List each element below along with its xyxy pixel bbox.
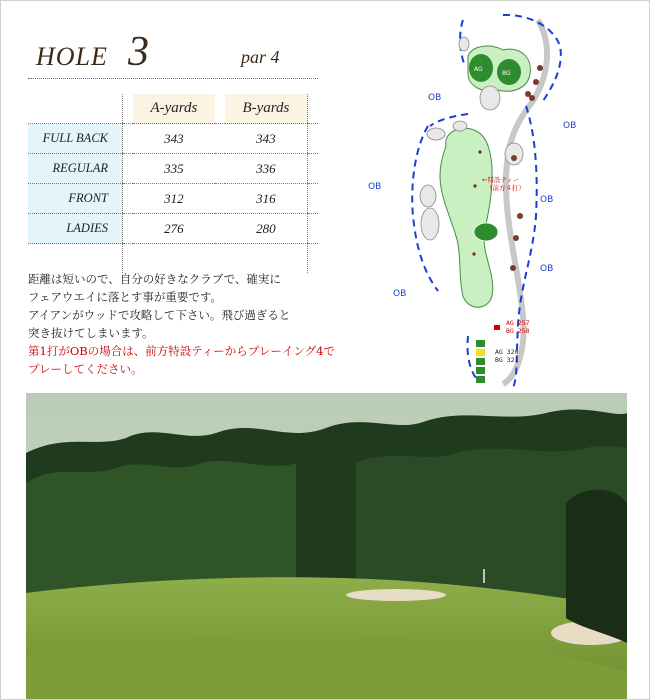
a-yards-value: 343	[133, 124, 215, 154]
table-row	[28, 154, 318, 184]
ob-label: OB	[563, 121, 577, 131]
hole-number: 3	[128, 29, 149, 75]
ob-label: OB	[540, 264, 554, 274]
title-divider	[28, 78, 318, 79]
ob-warning-line: 第1打がOBの場合は、前方特設ティーからプレーイング4で	[28, 344, 335, 358]
ob-label: OB	[393, 289, 407, 299]
tee-distance: AG 320	[495, 348, 519, 356]
b-green-label: BG	[502, 70, 511, 77]
bunker	[480, 86, 500, 110]
special-tee-label: （前方４打）	[486, 184, 525, 192]
description-line: 距離は短いので、自分の好きなクラブで、確実に	[28, 272, 281, 286]
b-yards-value: 280	[225, 214, 308, 244]
ob-label: OB	[368, 182, 382, 192]
ob-line	[412, 126, 438, 291]
tee-name: FRONT	[28, 184, 123, 214]
b-yards-value: 336	[225, 154, 308, 184]
ob-label: OB	[428, 93, 442, 103]
tee-name: REGULAR	[28, 154, 123, 184]
blank-header	[28, 94, 123, 124]
par-label: par 4	[241, 47, 280, 67]
hole-description	[28, 270, 358, 378]
hole-label: HOLE	[36, 42, 108, 71]
yardage-header-row	[28, 94, 318, 124]
bunker	[474, 223, 498, 241]
a-yards-value: 276	[133, 214, 215, 244]
description-line: 突き抜けてしまいます。	[28, 326, 154, 340]
column-header-a-yards: A-yards	[133, 94, 215, 124]
table-row	[28, 214, 318, 244]
tee-box	[476, 358, 485, 365]
mid-distance: BG 258	[506, 327, 530, 335]
ob-warning-line: プレーしてください。	[28, 362, 143, 376]
tee-distance: BG 321	[495, 356, 519, 364]
tee-box	[476, 367, 485, 374]
special-tee-marker	[494, 325, 500, 330]
table-row	[28, 124, 318, 154]
description-line: フェアウエイに落とす事が重要です。	[28, 290, 223, 304]
b-yards-value: 316	[225, 184, 308, 214]
course-photo	[26, 393, 627, 699]
bunker	[421, 208, 439, 240]
tee-name: LADIES	[28, 214, 123, 244]
b-yards-value: 343	[225, 124, 308, 154]
description-line: アイアンがウッドで攻略して下さい。飛び過ぎると	[28, 308, 291, 322]
bunker	[453, 121, 467, 131]
special-tee-label: ←特設ティー	[482, 176, 520, 184]
tee-box	[476, 376, 485, 383]
a-yards-value: 312	[133, 184, 215, 214]
tee-name: FULL BACK	[28, 124, 123, 154]
hole-title	[36, 29, 321, 82]
a-green-label: AG	[474, 66, 483, 73]
mid-distance: AG 257	[506, 319, 530, 327]
bunker	[505, 143, 523, 165]
table-row	[28, 184, 318, 214]
a-yards-value: 335	[133, 154, 215, 184]
yardage-table	[28, 94, 318, 273]
column-header-b-yards: B-yards	[225, 94, 308, 124]
tee-box	[476, 340, 485, 347]
ob-label: OB	[540, 195, 554, 205]
bunker	[420, 185, 436, 207]
hole-layout-map	[368, 6, 598, 391]
table-spacer-row	[28, 244, 318, 274]
tee-box	[476, 349, 485, 356]
bunker	[427, 128, 445, 140]
bunker	[459, 37, 469, 51]
fairway	[440, 128, 493, 307]
